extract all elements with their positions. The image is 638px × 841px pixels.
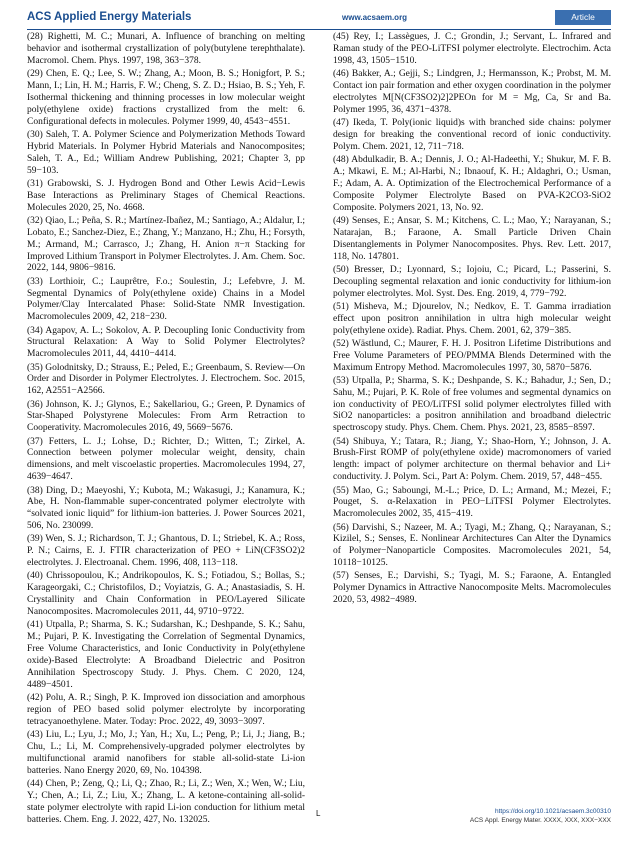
reference-item: (30) Saleh, T. A. Polymer Science and Polymerization Methods Toward Hybrid Materials. In Polymer Hybrid Materials and Nanocomposites; Saleh, T. A., Ed.; William Andrew Publishing, 2021; Chapter 3, pp 59−103. bbox=[27, 129, 305, 176]
reference-item: (28) Righetti, M. C.; Munari, A. Influence of branching on melting behavior and isothermal crystallization of poly(butylene terephthalate). Macromol. Chem. Phys. 1997, 198, 363−378. bbox=[27, 32, 305, 66]
reference-item: (29) Chen, E. Q.; Lee, S. W.; Zhang, A.; Moon, B. S.; Honigfort, P. S.; Mann, I.; Lin, H. M.; Harris, F. W.; Cheng, S. Z. D.; Hsiao, B. S.; Yeh, F. Isothermal thickening and thinning processes in low molecular weight poly(ethylene oxide) fractions crystallized from the melt: 6. Configurational defects in molecules. Polymer 1999, 40, 4543−4551. bbox=[27, 69, 305, 127]
reference-item: (46) Bakker, A.; Gejji, S.; Lindgren, J.; Hermansson, K.; Probst, M. M. Contact ion pair formation and ether oxygen coordination in the polymer electrolytes M[N(CF3SO2)2]2PEOn for M = Mg, Ca, Sr and Ba. Polymer 1995, 36, 4371−4378. bbox=[333, 69, 611, 115]
reference-item: (52) Wästlund, C.; Maurer, F. H. J. Positron Lifetime Distributions and Free Volume Parameters of PEO/PMMA Blends Determined with the Maximum Entropy Method. Macromolecules 1997, 30, 5870−5876. bbox=[333, 338, 611, 373]
reference-item: (54) Shibuya, Y.; Tatara, R.; Jiang, Y.; Shao-Horn, Y.; Johnson, J. A. Brush-First ROMP of poly(ethylene oxide) macromonomers of varied length: impact of polymer architecture on thermal behavior and Li+ conductivity. J. Polym. Sci., Part A: Polym. Chem. 2019, 57, 448−455. bbox=[333, 436, 611, 483]
doi-link[interactable]: https://doi.org/10.1021/acsaem.3c00310 bbox=[495, 808, 611, 815]
reference-item: (44) Chen, P.; Zeng, Q.; Li, Q.; Zhao, R.; Li, Z.; Wen, X.; Wen, W.; Liu, Y.; Chen, A.; Li, Z.; Liu, X.; Zhang, L. A ketone-containing all-solid-state polymer electrolyte with rapid Li-ion conduction for lithium metal batteries. Chem. Eng. J. 2022, 427, No. 132025. bbox=[27, 779, 305, 825]
reference-item: (47) Ikeda, T. Poly(ionic liquid)s with branched side chains: polymer design for breaking the conventional record of ionic conductivity. Polym. Chem. 2021, 12, 711−718. bbox=[333, 117, 611, 152]
reference-item: (33) Lorthioir, C.; Lauprêtre, F.o.; Soulestin, J.; Lefebvre, J. M. Segmental Dynamics of Poly(ethylene oxide) Chains in a Model Polymer/Clay Intercalated Phase: Solid-State NMR Investigation. Macromolecules 2009, 42, 218−230. bbox=[27, 276, 305, 323]
reference-item: (43) Liu, L.; Lyu, J.; Mo, J.; Yan, H.; Xu, L.; Peng, P.; Li, J.; Jiang, B.; Chu, L.; Li, M. Comprehensively-upgraded polymer electrolytes by multifunctional aramid nanofibers for stable all-solid-state Li-ion batteries. Nano Energy 2020, 69, No. 104398. bbox=[27, 730, 305, 776]
reference-item: (38) Ding, D.; Maeyoshi, Y.; Kubota, M.; Wakasugi, J.; Kanamura, K.; Abe, H. Non-flammable super-concentrated polymer electrolyte with “solvated ionic liquid” for lithium-ion batteries. J. Power Sources 2021, 506, No. 230099. bbox=[27, 485, 305, 532]
reference-item: (53) Utpalla, P.; Sharma, S. K.; Deshpande, S. K.; Bahadur, J.; Sen, D.; Sahu, M.; Pujari, P. K. Role of free volumes and segmental dynamics on ion conductivity of PEO/LiTFSI solid polymer electrolytes filled with SiO2 nanoparticles: a positron annihilation and broadband dielectric spectroscopy study. Phys. Chem. Chem. Phys. 2021, 23, 8585−8597. bbox=[333, 375, 611, 434]
reference-item: (31) Grabowski, S. J. Hydrogen Bond and Other Lewis Acid−Lewis Base Interactions as Preliminary Stages of Chemical Reactions. Molecules 2020, 25, No. 4668. bbox=[27, 178, 305, 213]
reference-item: (50) Bresser, D.; Lyonnard, S.; Iojoiu, C.; Picard, L.; Passerini, S. Decoupling segmental relaxation and ionic conductivity for lithium-ion polymer electrolytes. Mol. Syst. Des. Eng. 2019, 4, 779−792. bbox=[333, 264, 611, 299]
reference-item: (40) Chrissopoulou, K.; Andrikopoulos, K. S.; Fotiadou, S.; Bollas, S.; Karageorgaki, C.; Christofilos, D.; Voyiatzis, G. A.; Anastasiadis, S. H. Crystallinity and Chain Conformation in PEO/Layered Silicate Nanocomposites. Macromolecules 2011, 44, 9710−9722. bbox=[27, 571, 305, 618]
reference-item: (34) Agapov, A. L.; Sokolov, A. P. Decoupling Ionic Conductivity from Structural Relaxation: A Way to Solid Polymer Electrolytes? Macromolecules 2011, 44, 4410−4414. bbox=[27, 325, 305, 360]
reference-item: (56) Darvishi, S.; Nazeer, M. A.; Tyagi, M.; Zhang, Q.; Narayanan, S.; Kizilel, S.; Senses, E. Nonlinear Architectures Can Alter the Dynamics of Polymer−Nanoparticle Composites. Macromolecules 2021, 54, 10118−10125. bbox=[333, 522, 611, 569]
reference-item: (36) Johnson, K. J.; Glynos, E.; Sakellariou, G.; Green, P. Dynamics of Star-Shaped Polystyrene Molecules: From Arm Retraction to Cooperativity. Macromolecules 2016, 49, 5669−5676. bbox=[27, 399, 305, 434]
reference-item: (37) Fetters, L. J.; Lohse, D.; Richter, D.; Witten, T.; Zirkel, A. Connection between polymer molecular weight, density, chain dimensions, and melt viscoelastic properties. Macromolecules 1994, 27, 4639−4647. bbox=[27, 436, 305, 483]
references-left-column bbox=[27, 32, 305, 828]
reference-item: (35) Golodnitsky, D.; Strauss, E.; Peled, E.; Greenbaum, S. Review—On Order and Disorder in Polymer Electrolytes. J. Electrochem. Soc. 2015, 162, A2551−A2566. bbox=[27, 362, 305, 397]
page-header bbox=[27, 10, 611, 30]
journal-title: ACS Applied Energy Materials bbox=[27, 11, 192, 23]
reference-item: (39) Wen, S. J.; Richardson, T. J.; Ghantous, D. I.; Striebel, K. A.; Ross, P. N.; Cairns, E. J. FTIR characterization of PEO + LiN(CF3SO2)2 electrolytes. J. Electroanal. Chem. 1996, 408, 113−118. bbox=[27, 534, 305, 569]
reference-item: (41) Utpalla, P.; Sharma, S. K.; Sudarshan, K.; Deshpande, S. K.; Sahu, M.; Pujari, P. K. Investigating the Correlation of Segmental Dynamics, Free Volume Characteristics, and Ionic Conductivity in Poly(ethylene oxide)-Based Electrolyte: A Broadband Dielectric and Positron Annihilation Spectroscopy Study. J. Phys. Chem. C 2020, 124, 4489−4501. bbox=[27, 620, 305, 690]
page-number: L bbox=[316, 809, 321, 818]
reference-item: (57) Senses, E.; Darvishi, S.; Tyagi, M. S.; Faraone, A. Entangled Polymer Dynamics in Attractive Nanocomposite Melts. Macromolecules 2020, 53, 4982−4989. bbox=[333, 571, 611, 606]
journal-website-link[interactable]: www.acsaem.org bbox=[342, 13, 408, 22]
header-divider bbox=[27, 29, 611, 30]
reference-item: (55) Mao, G.; Saboungi, M.-L.; Price, D. L.; Armand, M.; Mezei, F.; Pouget, S. α-Relaxation in PEO−LiTFSI Polymer Electrolytes. Macromolecules 2002, 35, 415−419. bbox=[333, 485, 611, 520]
reference-item: (32) Qiao, L.; Peña, S. R.; Martínez-Ibañez, M.; Santiago, A.; Aldalur, I.; Lobato, E.; Sanchez-Diez, E.; Zhang, Y.; Manzano, H.; Zhu, H.; Forsyth, M.; Armand, M.; Carrasco, J.; Zhang, H. Anion π−π Stacking for Improved Lithium Transport in Polymer Electrolytes. J. Am. Chem. Soc. 2022, 144, 9806−9816. bbox=[27, 215, 305, 274]
journal-citation: ACS Appl. Energy Mater. XXXX, XXX, XXX−XXX bbox=[469, 817, 611, 824]
reference-item: (51) Misheva, M.; Djourelov, N.; Nedkov, E. T. Gamma irradiation effect upon positron annihilation in ultra high molecular weight poly(ethylene oxide). Radiat. Phys. Chem. 2001, 62, 379−385. bbox=[333, 301, 611, 336]
reference-item: (45) Rey, I.; Lassègues, J. C.; Grondin, J.; Servant, L. Infrared and Raman study of the PEO-LiTFSI polymer electrolyte. Electrochim. Acta 1998, 43, 1505−1510. bbox=[333, 32, 611, 66]
reference-item: (42) Polu, A. R.; Singh, P. K. Improved ion dissociation and amorphous region of PEO based solid polymer electrolyte by incorporating tetracyanoethylene. Mater. Today: Proc. 2022, 49, 3093−3097. bbox=[27, 693, 305, 727]
references-right-column bbox=[333, 32, 611, 608]
article-type-badge: Article bbox=[555, 10, 611, 25]
reference-item: (48) Abdulkadir, B. A.; Dennis, J. O.; Al-Hadeethi, Y.; Shukur, M. F. B. A.; Mkawi, E. M.; Al-Harbi, N.; Ibnaouf, K. H.; Aldaghri, O.; Usman, F.; Adam, A. A. Optimization of the Electrochemical Performance of a Composite Polymer Electrolyte Based on PVA-K2CO3-SiO2 Composite. Polymers 2021, 13, No. 92. bbox=[333, 154, 611, 213]
reference-item: (49) Senses, E.; Ansar, S. M.; Kitchens, C. L.; Mao, Y.; Narayanan, S.; Natarajan, B.; Faraone, A. Small Particle Driven Chain Disentanglements in Polymer Nanocomposites. Phys. Rev. Lett. 2017, 118, No. 147801. bbox=[333, 215, 611, 262]
